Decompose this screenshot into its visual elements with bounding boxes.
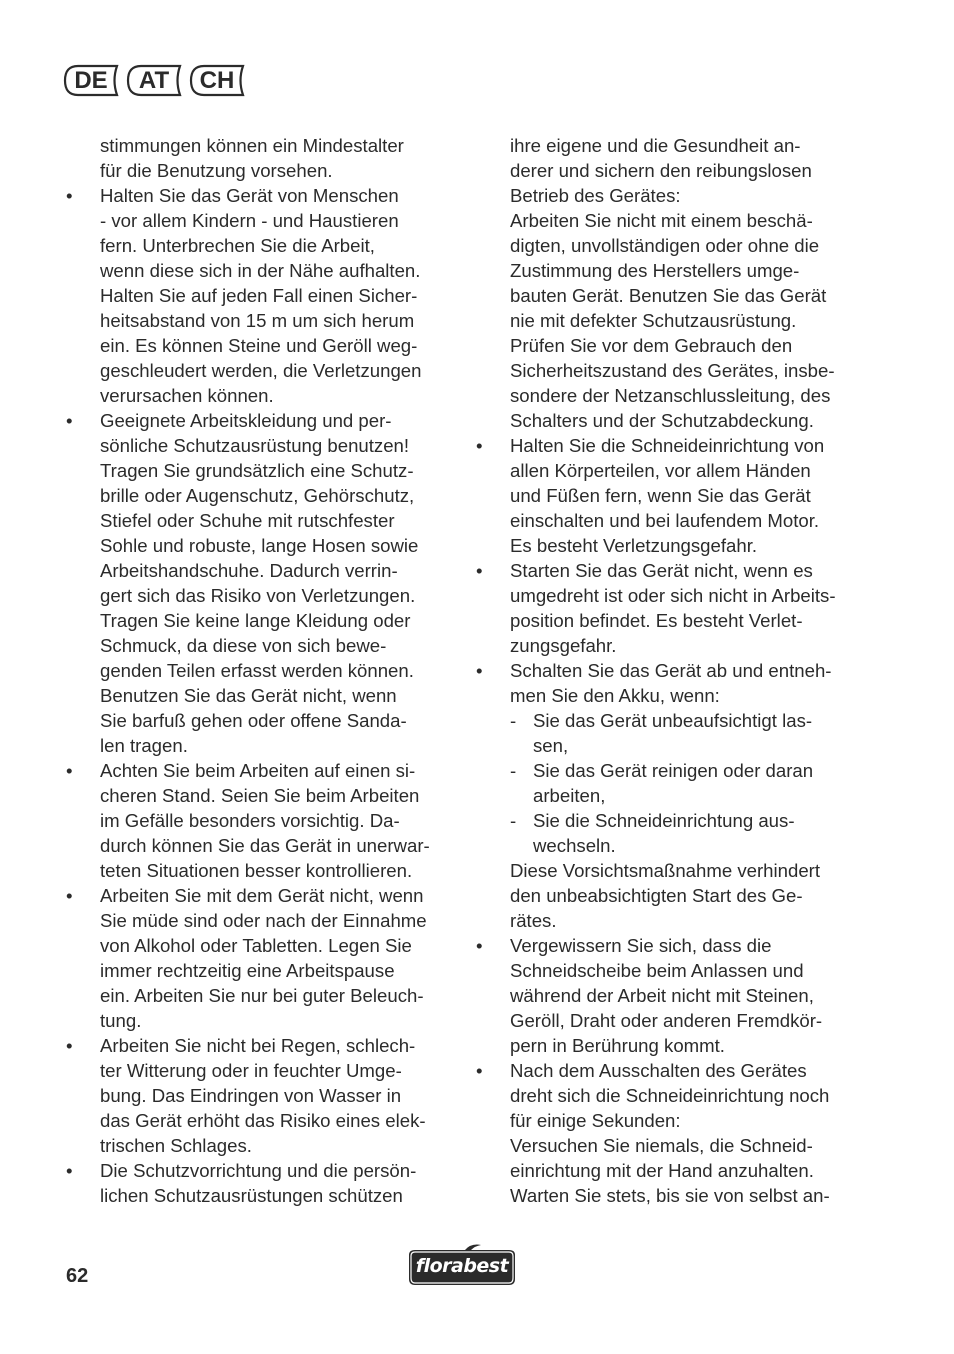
bullet-line: • Geeignete Arbeitskleidung und per- [62, 408, 454, 433]
logo-wordmark: florabest [415, 1255, 509, 1277]
bullet-line: • Vergewissern Sie sich, dass die [472, 933, 872, 958]
text-line: im Gefälle besonders vorsichtig. Da- [100, 810, 400, 831]
text-line: durch können Sie das Gerät in unerwar- [100, 835, 430, 856]
text-line: fern. Unterbrechen Sie die Arbeit, [100, 235, 375, 256]
bullet-line: • Nach dem Ausschalten des Gerätes [472, 1058, 872, 1083]
text-line: während der Arbeit nicht mit Steinen, [510, 985, 814, 1006]
text-line: wenn diese sich in der Nähe aufhalten. [100, 260, 421, 281]
country-badge-ch [188, 64, 246, 97]
text-line: Diese Vorsichtsmaßnahme verhindert [510, 860, 821, 881]
text-line: heitsabstand von 15 m um sich herum [100, 310, 415, 331]
country-badge-de [62, 64, 120, 97]
text-line: allen Körperteilen, vor allem Händen [510, 460, 811, 481]
text-line: wechseln. [533, 835, 616, 856]
right-text-column [472, 133, 872, 1208]
text-line: einrichtung mit der Hand anzuhalten. [510, 1160, 814, 1181]
text-line: gert sich das Risiko von Verletzungen. [100, 585, 416, 606]
text-line: umgedreht ist oder sich nicht in Arbeits- [510, 585, 836, 606]
page-number: 62 [66, 1265, 89, 1287]
text-line: das Gerät erhöht das Risiko eines elek- [100, 1110, 426, 1131]
text-line: verursachen können. [100, 385, 274, 406]
text-line: sen, [533, 735, 569, 756]
text-line: Versuchen Sie niemals, die Schneid- [510, 1135, 813, 1156]
badge-label: CH [199, 66, 235, 94]
badge-label: AT [138, 66, 170, 94]
text-line: Sie müde sind oder nach der Einnahme [100, 910, 427, 931]
country-badge-at [125, 64, 183, 97]
text-line: Sohle und robuste, lange Hosen sowie [100, 535, 419, 556]
text-line: teten Situationen besser kontrollieren. [100, 860, 413, 881]
bullet-line: • Die Schutzvorrichtung und die persön- [62, 1158, 454, 1183]
bullet-line: • Achten Sie beim Arbeiten auf einen si- [62, 758, 454, 783]
text-line: ein. Arbeiten Sie nur bei guter Beleuch- [100, 985, 424, 1006]
text-line: Schmuck, da diese von sich bewe- [100, 635, 387, 656]
text-line: sönliche Schutzausrüstung benutzen! [100, 435, 410, 456]
text-line: derer und sichern den reibungslosen [510, 160, 812, 181]
text-line: - vor allem Kindern - und Haustieren [100, 210, 399, 231]
text-line: Schalters und der Schutzabdeckung. [510, 410, 814, 431]
text-line: für einige Sekunden: [510, 1110, 681, 1131]
text-line: geschleudert werden, die Verletzungen [100, 360, 422, 381]
left-text-column [62, 133, 454, 1208]
text-line: Sicherheitszustand des Gerätes, insbe- [510, 360, 835, 381]
text-line: arbeiten, [533, 785, 606, 806]
text-line: rätes. [510, 910, 557, 931]
bullet-line: • Arbeiten Sie mit dem Gerät nicht, wenn [62, 883, 454, 908]
text-line: immer rechtzeitig eine Arbeitspause [100, 960, 395, 981]
text-line: sondere der Netzanschlussleitung, des [510, 385, 831, 406]
text-line: den unbeabsichtigten Start des Ge- [510, 885, 803, 906]
text-line: bauten Gerät. Benutzen Sie das Gerät [510, 285, 827, 306]
text-line: brille oder Augenschutz, Gehörschutz, [100, 485, 415, 506]
dash-line: - Sie das Gerät unbeaufsichtigt las- [472, 708, 872, 733]
text-line: Tragen Sie keine lange Kleidung oder [100, 610, 411, 631]
text-line: Arbeiten Sie nicht mit einem beschä- [510, 210, 813, 231]
text-line: lichen Schutzausrüstungen schützen [100, 1185, 403, 1206]
dash-line: - Sie das Gerät reinigen oder daran [472, 758, 872, 783]
text-line: für die Benutzung vorsehen. [100, 160, 333, 181]
text-line: Prüfen Sie vor dem Gebrauch den [510, 335, 793, 356]
text-line: Sie barfuß gehen oder offene Sanda- [100, 710, 407, 731]
text-line: nie mit defekter Schutzausrüstung. [510, 310, 797, 331]
text-line: ein. Es können Steine und Geröll weg- [100, 335, 418, 356]
text-line: trischen Schlages. [100, 1135, 252, 1156]
text-line: Betrieb des Gerätes: [510, 185, 681, 206]
text-line: digten, unvollständigen oder ohne die [510, 235, 820, 256]
text-line: dreht sich die Schneideinrichtung noch [510, 1085, 830, 1106]
text-line: ihre eigene und die Gesundheit an- [510, 135, 801, 156]
text-line: Zustimmung des Herstellers umge- [510, 260, 800, 281]
text-line: men Sie den Akku, wenn: [510, 685, 720, 706]
brand-logo [405, 1243, 519, 1289]
text-line: Tragen Sie grundsätzlich eine Schutz- [100, 460, 414, 481]
text-line: zungsgefahr. [510, 635, 617, 656]
bullet-line: • Schalten Sie das Gerät ab und entneh- [472, 658, 872, 683]
text-line: stimmungen können ein Mindestalter [100, 135, 404, 156]
text-line: genden Teilen erfasst werden können. [100, 660, 414, 681]
bullet-line: • Starten Sie das Gerät nicht, wenn es [472, 558, 872, 583]
text-line: Arbeitshandschuhe. Dadurch verrin- [100, 560, 398, 581]
text-line: Es besteht Verletzungsgefahr. [510, 535, 758, 556]
bullet-line: • Halten Sie die Schneideinrichtung von [472, 433, 872, 458]
text-line: Benutzen Sie das Gerät nicht, wenn [100, 685, 397, 706]
dash-line: - Sie die Schneideinrichtung aus- [472, 808, 872, 833]
text-line: Geröll, Draht oder anderen Fremdkör- [510, 1010, 823, 1031]
text-line: cheren Stand. Seien Sie beim Arbeiten [100, 785, 420, 806]
text-line: von Alkohol oder Tabletten. Legen Sie [100, 935, 412, 956]
text-line: tung. [100, 1010, 142, 1031]
text-line: position befindet. Es besteht Verlet- [510, 610, 803, 631]
bullet-line: • Arbeiten Sie nicht bei Regen, schlech- [62, 1033, 454, 1058]
text-line: Stiefel oder Schuhe mit rutschfester [100, 510, 395, 531]
badge-label: DE [74, 66, 108, 94]
text-line: bung. Das Eindringen von Wasser in [100, 1085, 402, 1106]
text-line: ter Witterung oder in feuchter Umge- [100, 1060, 402, 1081]
text-line: len tragen. [100, 735, 188, 756]
text-line: pern in Berührung kommt. [510, 1035, 725, 1056]
country-badges [62, 64, 246, 97]
text-line: und Füßen fern, wenn Sie das Gerät [510, 485, 811, 506]
text-line: Halten Sie auf jeden Fall einen Sicher- [100, 285, 418, 306]
text-line: Warten Sie stets, bis sie von selbst an- [510, 1185, 830, 1206]
text-line: Schneidscheibe beim Anlassen und [510, 960, 804, 981]
bullet-line: • Halten Sie das Gerät von Menschen [62, 183, 454, 208]
text-line: einschalten und bei laufendem Motor. [510, 510, 820, 531]
